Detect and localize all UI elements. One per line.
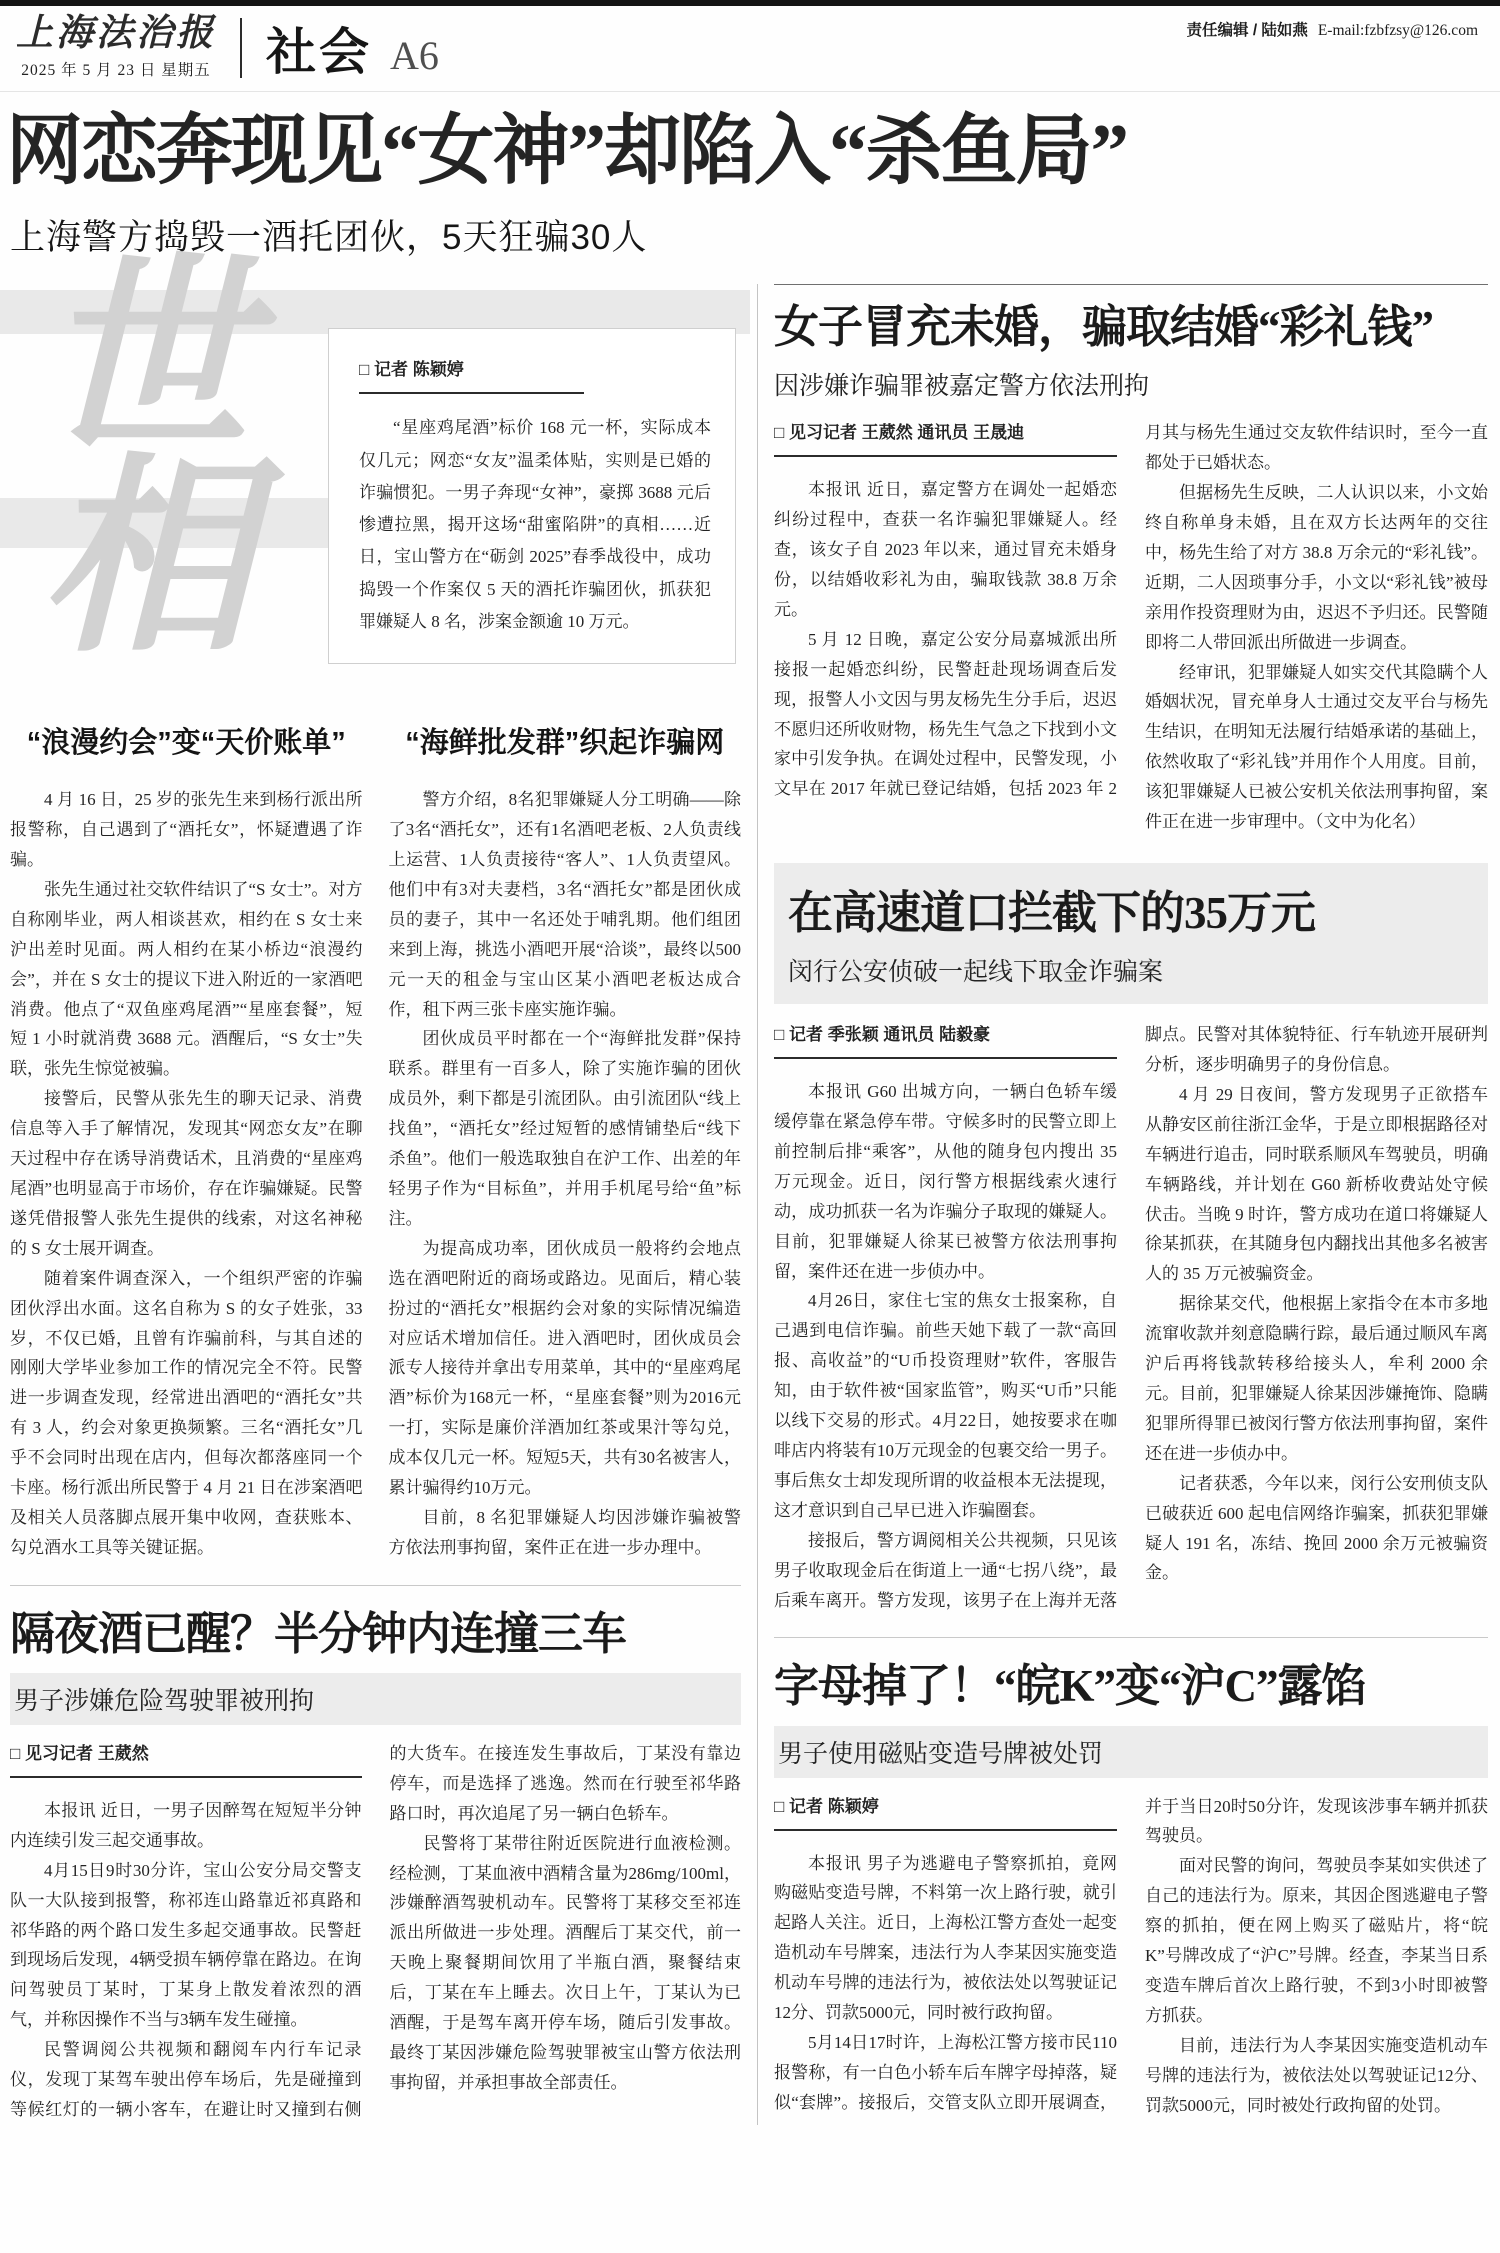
paragraph: 目前，8 名犯罪嫌疑人均因涉嫌诈骗被警方依法刑事拘留，案件正在进一步办理中。 [388,1507,741,1557]
lead-column-2 [389,692,742,1563]
article-header-block [774,863,1488,1004]
paragraph: 张先生通过社交软件结识了“S 女士”。对方自称刚毕业，两人相谈甚欢，相约在 S 女士来沪出差时见面。两人相约在某小桥边“浪漫约会”，并在 S 女士的提议下进入附近的一家酒吧消费。他点了“双鱼座鸡尾酒”“星座套餐”，短短 1 小时就消费 3688 元。酒醒后，“S 女士”失联，张先生惊觉被骗。 [10,879,363,1079]
paragraph: 5 月 12 日晚，嘉定公安分局嘉城派出所接报一起婚恋纠纷，民警赶赴现场调查后发现，报警人小文因与男友杨先生分手后，迟迟不愿归还所收财物，杨先生气急之下找到小文家中引发争执。在调处过程中，民警发现，小文早在 2017 年就已登记结婚，包括 2023 年 2 月其与杨先生通过交友软件结识时，至今一直都处于已婚状态。 [774,423,1488,799]
paragraph: 但据杨先生反映，二人认识以来，小文始终自称单身未婚，且在双方长达两年的交往中，杨先生给了对方 38.8 万余元的“彩礼钱”。近期，二人因琐事分手，小文以“彩礼钱”被母亲用作投资理财为由，迟迟不予归还。民警随即将二人带回派出所做进一步调查。 [1145,483,1488,652]
paragraph: 面对民警的询问，驾驶员李某如实供述了自己的违法行为。原来，其因企图逃避电子警察的抓拍，便在网上购买了磁贴片，将“皖K”号牌改成了“沪C”号牌。经查，李某当日系变造车牌后首次上路行驶，不到3小时即被警方抓获。 [1145,1856,1488,2025]
paragraph: 为提高成功率，团伙成员一般将约会地点选在酒吧附近的商场或路边。见面后，精心装扮过的“酒托女”根据约会对象的实际情况编造对应话术增加信任。进入酒吧时，团伙成员会派专人接待并拿出专用菜单，其中的“星座鸡尾酒”标价为168元一杯，“星座套餐”则为2016元一打，实际是廉价洋酒加红茶或果汁等勾兑，成本仅几元一杯。短短5天，共有30名被害人，累计骗得约10万元。 [388,1238,741,1498]
paragraph: 本报讯 近日，嘉定警方在调处一起婚恋纠纷过程中，查获一名诈骗犯罪嫌疑人。经查，该女子自 2023 年以来，通过冒充未婚身份，以结婚收彩礼为由，骗取钱款 38.8 万余元。 [774,480,1117,619]
article-body [774,418,1488,837]
paragraph: 随着案件调查深入，一个组织严密的诈骗团伙浮出水面。这名自称为 S 的女子姓张，33 岁，不仅已婚，且曾有诈骗前科，与其自述的刚刚大学毕业参加工作的情况完全不符。民警进一步调查发现，经常进出酒吧的“酒托女”共有 3 人，约会对象更换频繁。三名“酒托女”几乎不会同时出现在店内，但每次都落座同一个卡座。杨行派出所民警于 4 月 21 日在涉案酒吧及相关人员落脚点展开集中收网，查获账本、勾兑酒水工具等关键证据。 [10,1268,363,1557]
lead-intro-text: “星座鸡尾酒”标价 168 元一杯，实际成本仅几元；网恋“女友”温柔体贴，实则是已婚的诈骗惯犯。一男子奔现“女神”，豪掷 3688 元后惨遭拉黑，揭开这场“甜蜜陷阱”的真相……近日，宝山警方在“砺剑 2025”春季战役中，成功捣毁一个作案仅 5 天的酒托诈骗团伙，抓获犯罪嫌疑人 8 名，涉案金额逾 10 万元。 [359,418,711,632]
paragraph: 记者获悉，今年以来，闵行公安刑侦支队已破获近 600 起电信网络诈骗案，抓获犯罪嫌疑人 191 名，冻结、挽回 2000 余万元被骗资金。 [1145,1473,1488,1583]
paragraph: 4月26日，家住七宝的焦女士报案称，自己遇到电信诈骗。前些天她下载了一款“高回报、高收益”的“U币投资理财”软件，客服告知，由于软件被“国家监管”，购买“U币”只能以线下交易的形式。4月22日，她按要求在咖啡店内将装有10万元现金的包裹交给一男子。事后焦女士却发现所谓的收益根本无法提现，这才意识到自己早已进入诈骗圈套。 [774,1291,1117,1520]
section-title: “浪漫约会”变“天价账单” [26,727,346,760]
paragraph: 本报讯 G60 出城方向，一辆白色轿车缓缓停靠在紧急停车带。守候多时的民警立即上前控制后排“乘客”，从他的随身包内搜出 35 万元现金。近日，闵行警方根据线索火速行动，成功抓获一名为诈骗分子取现的嫌疑人。目前，犯罪嫌疑人徐某已被警方依法刑事拘留，案件还在进一步侦办中。 [774,1082,1117,1281]
article-subtitle: 男子使用磁贴变造号牌被处罚 [774,1726,1488,1778]
masthead-block [16,15,216,80]
paragraph: 接报后，警方调阅相关公共视频，只见该男子收取现金后在街道上一通“七拐八绕”，最后乘车离开。警方发现，该男子在上海并无落脚点。民警对其体貌特征、行车轨迹开展研判分析，逐步明确男子的身份信息。 [774,1025,1488,1610]
paragraph: 民警将丁某带往附近医院进行血液检测。经检测，丁某血液中酒精含量为286mg/100ml，涉嫌醉酒驾驶机动车。民警将丁某移交至祁连派出所做进一步处理。酒醒后丁某交代，前一天晚上聚餐期间饮用了半瓶白酒，聚餐结束后，丁某在车上睡去。次日上午，丁某认为已酒醒，于是驾车离开停车场，随后引发事故。最终丁某因涉嫌危险驾驶罪被宝山警方依法刑事拘留，并承担事故全部责任。 [389,1833,741,2092]
header-divider [240,18,242,78]
article-title: 字母掉了！“皖K”变“沪C”露馅 [774,1661,1366,1712]
paragraph: 经审讯，犯罪嫌疑人如实交代其隐瞒个人婚姻状况，冒充单身人士通过交友平台与杨先生结识，在明知无法履行结婚承诺的基础上，依然收取了“彩礼钱”并用作个人用度。目前，该犯罪嫌疑人已被公安机关依法刑事拘留，案件正在进一步审理中。（文中为化名） [1145,662,1488,832]
paragraph: 4 月 16 日，25 岁的张先生来到杨行派出所报警称，自己遇到了“酒托女”，怀疑遭遇了诈骗。 [10,790,363,870]
paragraph: 目前，违法行为人李某因实施变造机动车号牌的违法行为，被依法处以驾驶证记12分、罚款5000元，同时被处行政拘留的处罚。 [1145,2035,1488,2115]
article-byline: □ 记者 陈颖婷 [774,1792,1117,1831]
lead-intro-row [10,242,741,677]
paragraph: 4 月 29 日夜间，警方发现男子正欲搭车从静安区前往浙江金华，于是立即根据路径对车辆进行追击，同时联系顺风车驾驶员，明确车辆路线，并计划在 G60 新桥收费站处守候伏击。当晚 9 时许，警方成功在道口将嫌疑人徐某抓获，在其随身包内翻找出其他多名被害人的 35 万元被骗资金。 [1145,1084,1488,1284]
page-header [0,6,1500,92]
article-byline: □ 见习记者 王葳然 通讯员 王晟迪 [774,418,1117,457]
shixiang-watermark: 世相 [40,242,252,677]
article-subtitle: 男子涉嫌危险驾驶罪被刑拘 [10,1673,741,1725]
article-title: 隔夜酒已醒？半分钟内连撞三车 [10,1608,627,1659]
lead-columns [10,692,741,1563]
article-title: 在高速道口拦截下的35万元 [788,888,1316,939]
article-subtitle: 因涉嫌诈骗罪被嘉定警方依法刑拘 [774,372,1150,401]
editor-email: E-mail:fzbfzsy@126.com [1317,22,1478,39]
lead-headline: 网恋奔现见“女神”却陷入“杀鱼局” [6,108,1127,194]
lead-subhead: 上海警方捣毁一酒托团伙，5天狂骗30人 [10,218,648,258]
article-highway-interception [774,863,1488,1615]
paragraph: 4月15日9时30分许，宝山公安分局交警支队一大队接到报警，称祁连山路靠近祁真路和祁华路的两个路口发生多起交通事故。民警赶到现场后发现，4辆受损车辆停靠在路边。在询问驾驶员丁某时，丁某身上散发着浓烈的酒气，并称因操作不当与3辆车发生碰撞。 [10,1860,362,2030]
right-half [758,284,1488,2125]
content-grid [0,242,1500,2125]
paragraph: 团伙成员平时都在一个“海鲜批发群”保持联系。群里有一百多人，除了实施诈骗的团伙成员外，剩下都是引流团队。由引流团队“线上找鱼”，“酒托女”经过短暂的感情铺垫后“线下杀鱼”。他们一般选取独自在沪工作、出差的年轻男子作为“目标鱼”，并用手机尾号给“鱼”标注。 [388,1029,741,1228]
section-title: “海鲜批发群”织起诈骗网 [405,727,725,760]
article-drunk-driving [10,1585,741,2125]
masthead-logo: 上海法治报 [16,13,216,55]
left-half [10,242,758,2125]
paragraph: 5月14日17时许，上海松江警方接市民110报警称，有一白色小轿车后车牌字母掉落，疑似“套牌”。接报后，交管支队立即开展调查，并于当日20时50分许，发现该涉事车辆并抓获驾驶员。 [774,1796,1488,2112]
paragraph: 本报讯 男子为逃避电子警察抓拍，竟网购磁贴变造号牌，不料第一次上路行驶，就引起路人关注。近日，上海松江警方查处一起变造机动车号牌案，违法行为人李某因实施变造机动车号牌的违法行为，被依法处以驾驶证记12分、罚款5000元，同时被行政拘留。 [774,1853,1117,2023]
paragraph: 民警调阅公共视频和翻阅车内行车记录仪，发现丁某驾车驶出停车场后，先是碰撞到等候红灯的一辆小客车，在避让时又撞到右侧的大货车。在接连发生事故后，丁某没有靠边停车，而是选择了逃逸。然而在行驶至祁华路路口时，再次追尾了另一辆白色轿车。 [10,1743,741,2119]
paragraph: 本报讯 近日，一男子因醉驾在短短半分钟内连续引发三起交通事故。 [10,1800,362,1850]
page-number: A6 [390,32,439,78]
article-body [774,1792,1488,2121]
article-fake-plate [774,1637,1488,2120]
section-block [266,12,439,84]
lead-byline: □ 记者 陈颖婷 [359,355,584,394]
lead-intro-box [328,328,736,664]
editor-name: 责任编辑 / 陆如燕 [1186,22,1308,39]
lead-column-1 [10,692,363,1563]
article-byline: □ 记者 季张颖 通讯员 陆毅豪 [774,1020,1117,1059]
article-subtitle: 闵行公安侦破一起线下取金诈骗案 [788,958,1164,987]
article-title: 女子冒充未婚，骗取结婚“彩礼钱” [774,302,1434,353]
article-body [10,1739,741,2125]
paragraph: 警方介绍，8名犯罪嫌疑人分工明确——除了3名“酒托女”，还有1名酒吧老板、2人负责线上运营、1人负责接待“客人”、1人负责望风。他们中有3对夫妻档，3名“酒托女”都是团伙成员的妻子，其中一名还处于哺乳期。他们组团来到上海，挑选小酒吧开展“洽谈”，最终以500元一天的租金与宝山区某小酒吧老板达成合作，租下两三张卡座实施诈骗。 [388,790,741,1019]
issue-date: 2025 年 5 月 23 日 星期五 [21,61,211,79]
section-name: 社会 [266,23,372,80]
editor-info [1187,18,1478,40]
article-byline: □ 见习记者 王葳然 [10,1739,362,1778]
paragraph: 接警后，民警从张先生的聊天记录、消费信息等入手了解情况，发现其“网恋女友”在聊天过程中存在诱导消费话术，且消费的“星座鸡尾酒”也明显高于市场价，存在诈骗嫌疑。民警遂凭借报警人张先生提供的线索，对这名神秘的 S 女士展开调查。 [10,1089,363,1258]
article-body [774,1020,1488,1615]
paragraph: 据徐某交代，他根据上家指令在本市多地流窜收款并刻意隐瞒行踪，最后通过顺风车离沪后再将钱款转移给接头人，牟利 2000 余元。目前，犯罪嫌疑人徐某因涉嫌掩饰、隐瞒犯罪所得罪已被闵行警方依法刑事拘留，案件还在进一步侦办中。 [1145,1294,1488,1463]
article-bride-price-fraud [774,284,1488,837]
